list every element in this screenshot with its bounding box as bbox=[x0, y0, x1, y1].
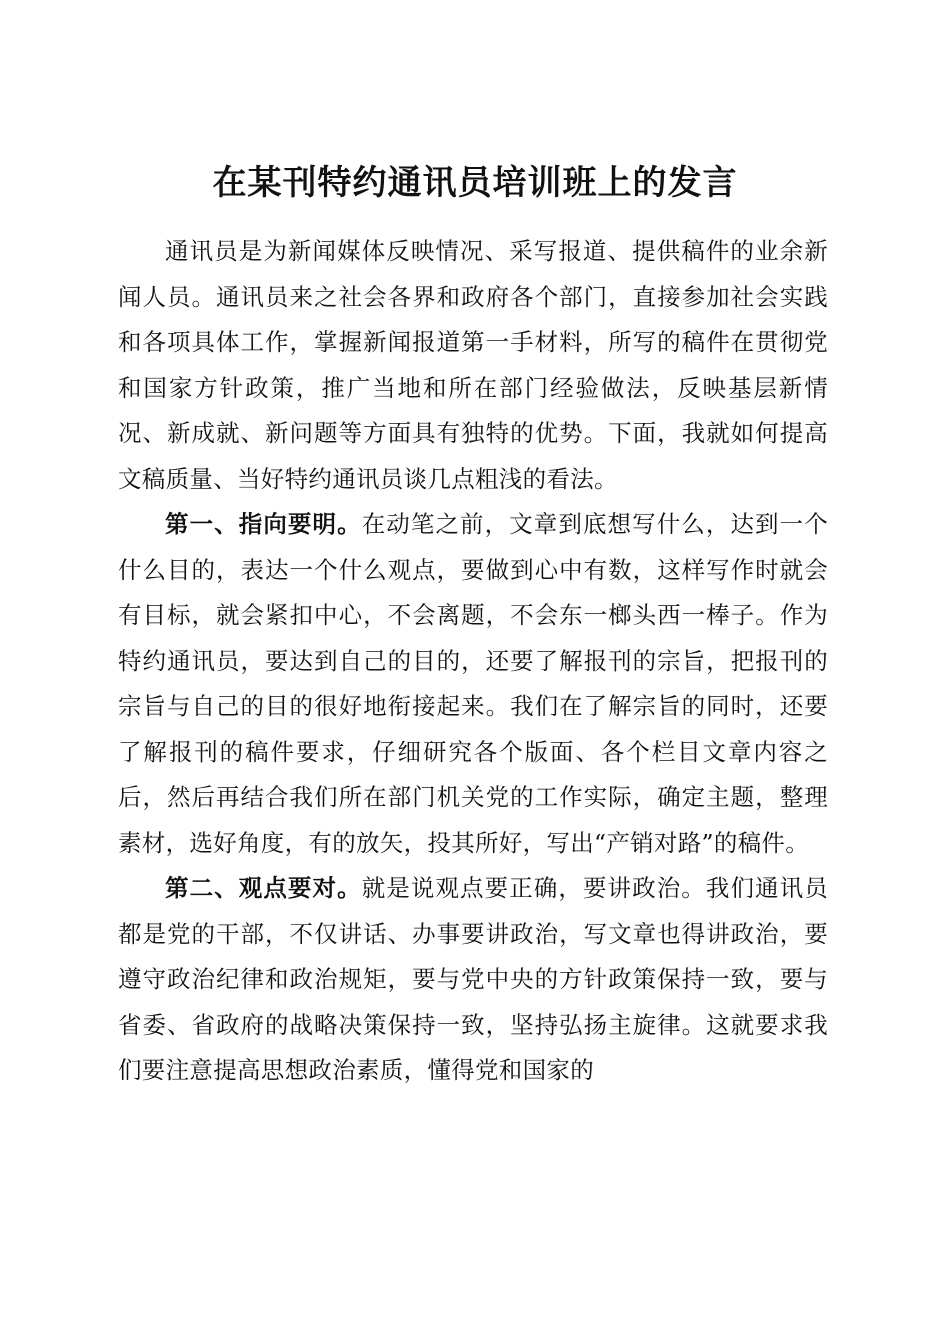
paragraph-text: 在动笔之前，文章到底想写什么，达到一个什么目的，表达一个什么观点，要做到心中有数，这样写作时就会有目标，就会紧扣中心，不会离题，不会东一榔头西一棒子。作为特约通讯员，要达到自己的目的，还要了解报刊的宗旨，把报刊的宗旨与自己的目的很好地衔接起来。我们在了解宗旨的同时，还要了解报刊的稿件要求，仔细研究各个版面、各个栏目文章内容之后，然后再结合我们所在部门机关党的工作实际，确定主题，整理素材，选好角度，有的放矢，投其所好，写出“产销对路”的稿件。 bbox=[118, 510, 829, 857]
paragraph-text: 通讯员是为新闻媒体反映情况、采写报道、提供稿件的业余新闻人员。通讯员来之社会各界和政府各个部门，直接参加社会实践和各项具体工作，掌握新闻报道第一手材料，所写的稿件在贯彻党和国家方针政策，推广当地和所在部门经验做法，反映基层新情况、新成就、新问题等方面具有独特的优势。下面，我就如何提高文稿质量、当好特约通讯员谈几点粗浅的看法。 bbox=[118, 237, 828, 493]
paragraph-point-two bbox=[118, 866, 828, 1094]
paragraph-text: 就是说观点要正确，要讲政治。我们通讯员都是党的干部，不仅讲话、办事要讲政治，写文章也得讲政治，要遵守政治纪律和政治规矩，要与党中央的方针政策保持一致，要与省委、省政府的战略决策保持一致，坚持弘扬主旋律。这就要求我们要注意提高思想政治素质，懂得党和国家的 bbox=[118, 874, 829, 1084]
paragraph-lead: 第二、观点要对。 bbox=[165, 874, 362, 902]
paragraph-intro bbox=[118, 229, 828, 502]
document-body bbox=[118, 229, 828, 1094]
paragraph-lead: 第一、指向要明。 bbox=[165, 510, 362, 538]
document-title: 在某刊特约通讯员培训班上的发言 bbox=[212, 162, 738, 203]
paragraph-point-one bbox=[118, 502, 828, 866]
